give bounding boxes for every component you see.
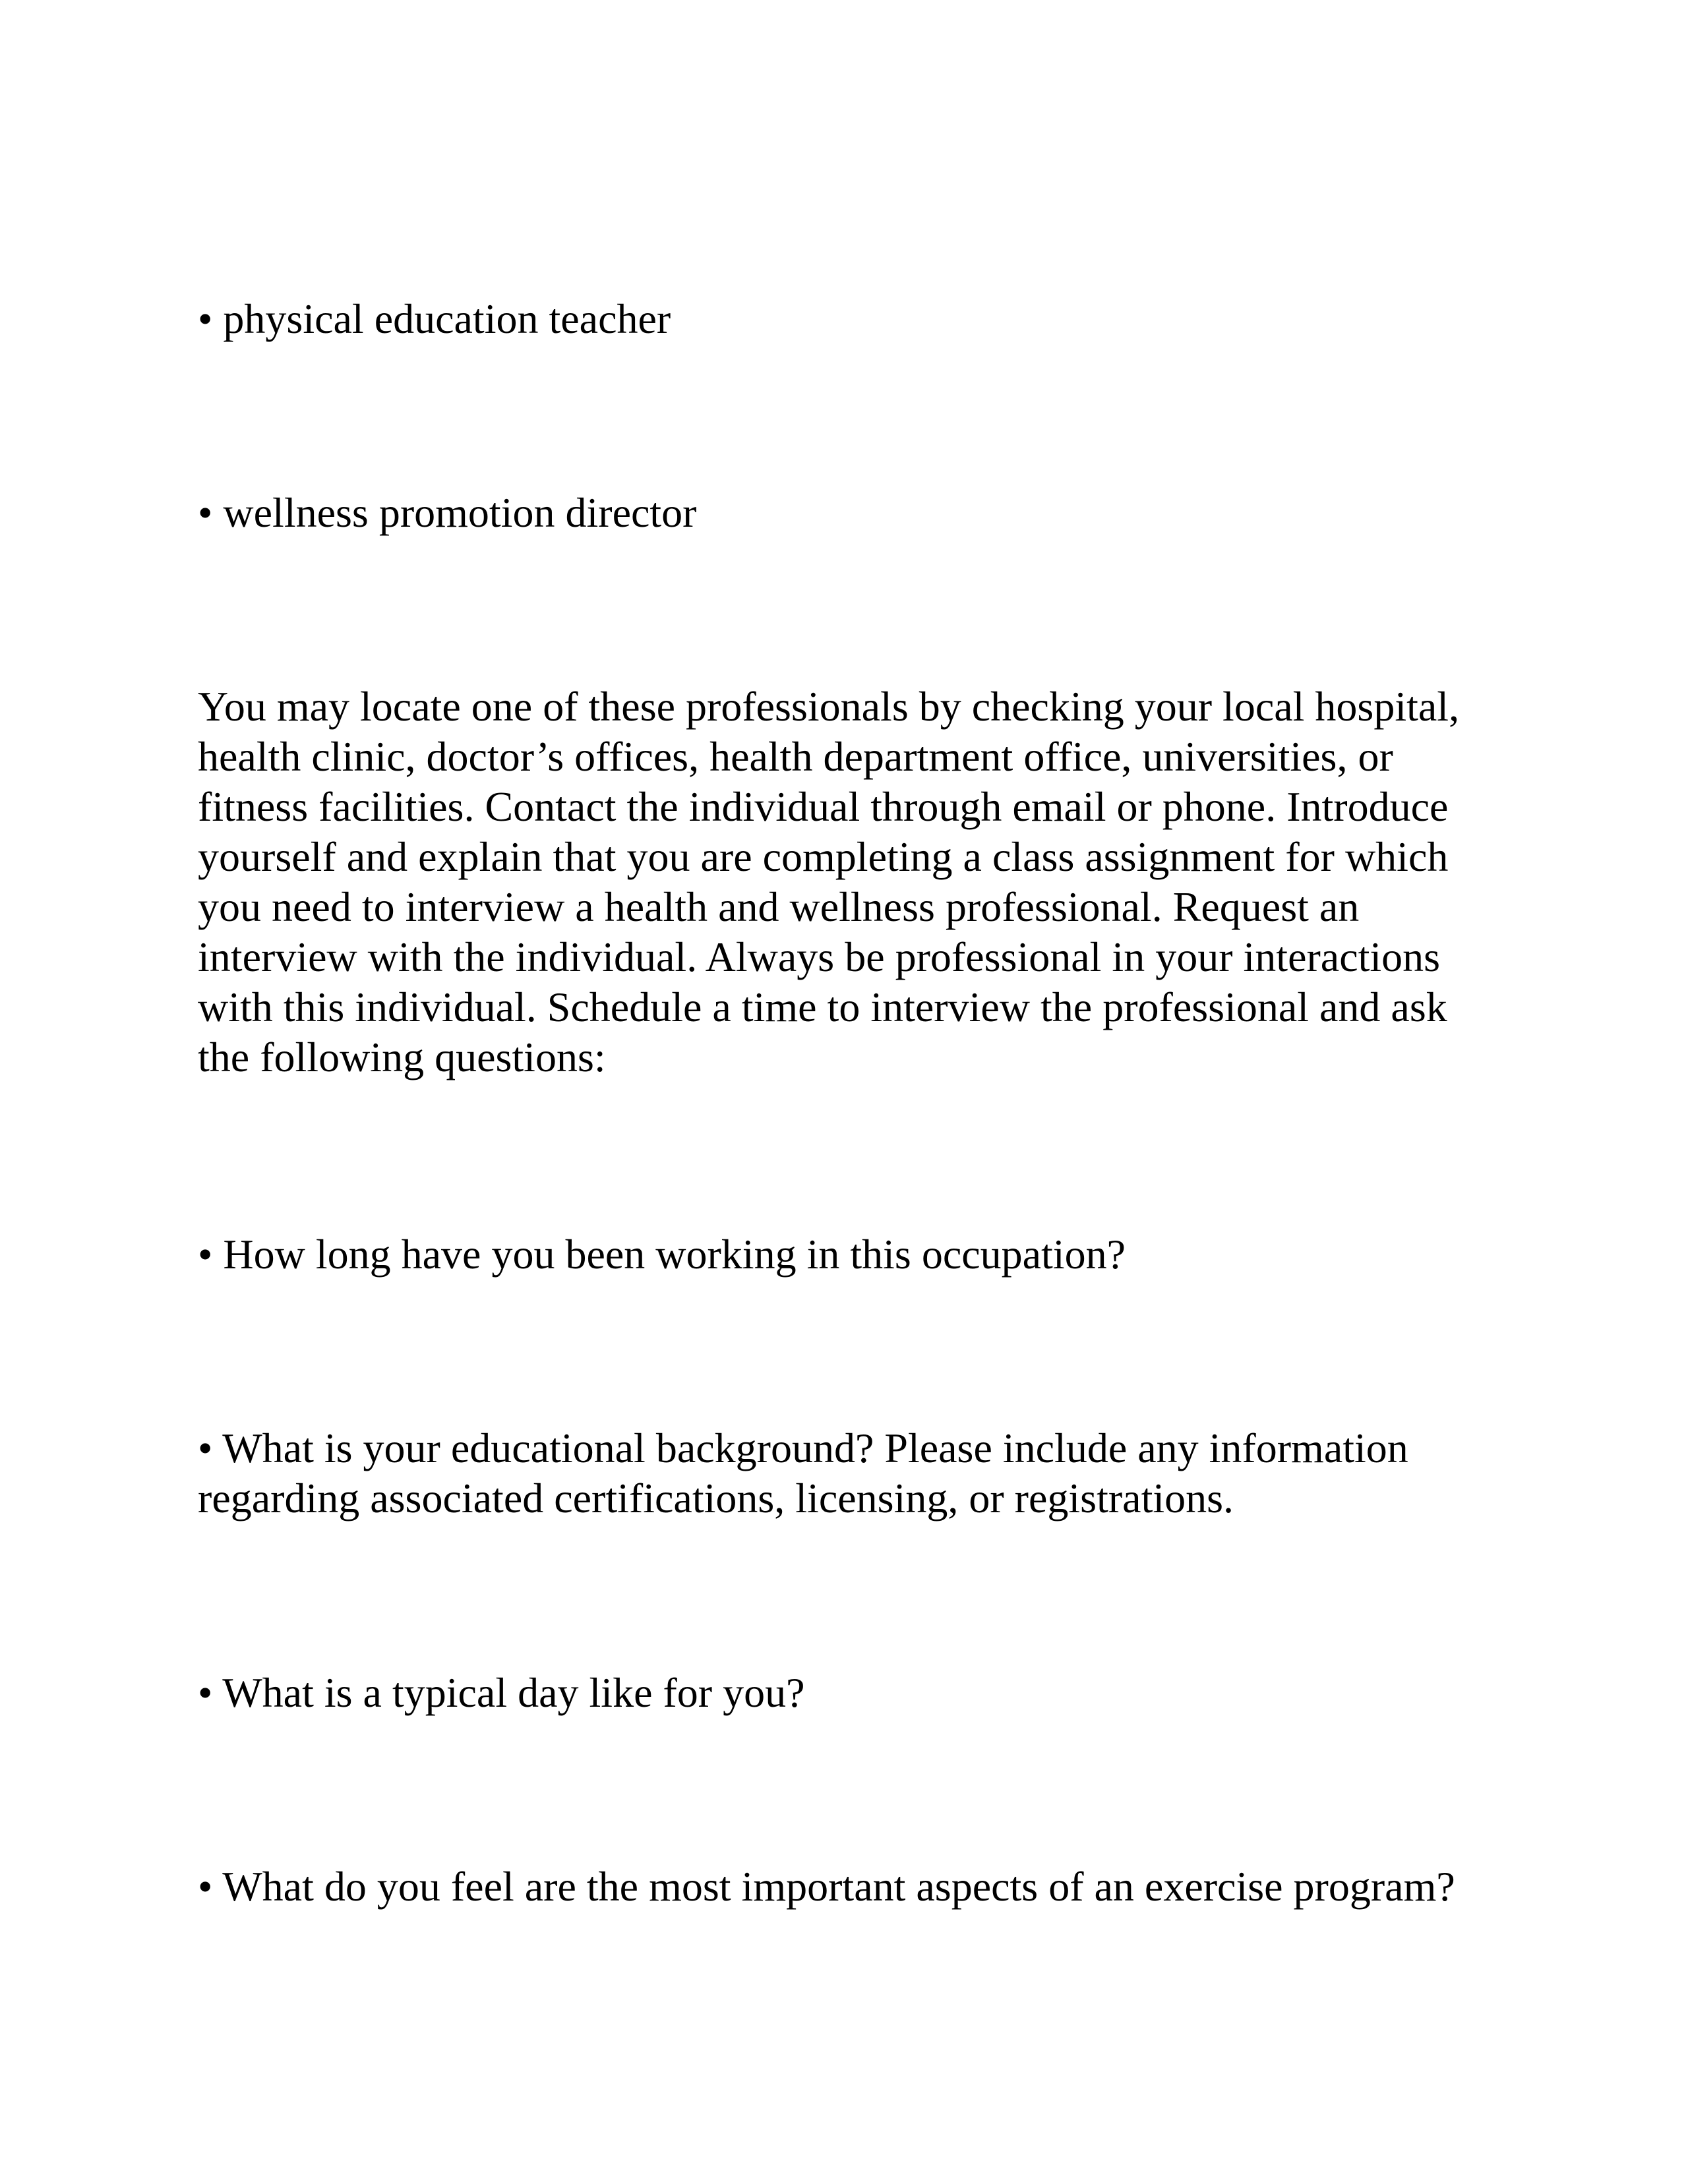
question-item-educational-background: • What is your educational background? Please include any information regarding associated certifications, licensing, or registrations.: [198, 1425, 1408, 1521]
question-item-exercise-program-aspects: • What do you feel are the most important aspects of an exercise program?: [198, 1863, 1455, 1910]
question-item-occupation-duration: • How long have you been working in this occupation?: [198, 1231, 1126, 1278]
bullet-item-wellness-promotion-director: • wellness promotion director: [198, 489, 697, 536]
question-item-typical-day: • What is a typical day like for you?: [198, 1669, 805, 1716]
instructions-paragraph: You may locate one of these professionals by checking your local hospital, health clinic, doctor’s offices, health department office, universities, or fitness facilities. Contact the individual through email or phone. Introduce yourself and explain that you are completing a class assignment for which you need to interview a health and wellness professional. Request an interview with the individual. Always be professional in your interactions with this individual. Schedule a time to interview the professional and ask the following questions:: [198, 683, 1460, 1080]
bullet-item-physical-education-teacher: • physical education teacher: [198, 295, 671, 342]
